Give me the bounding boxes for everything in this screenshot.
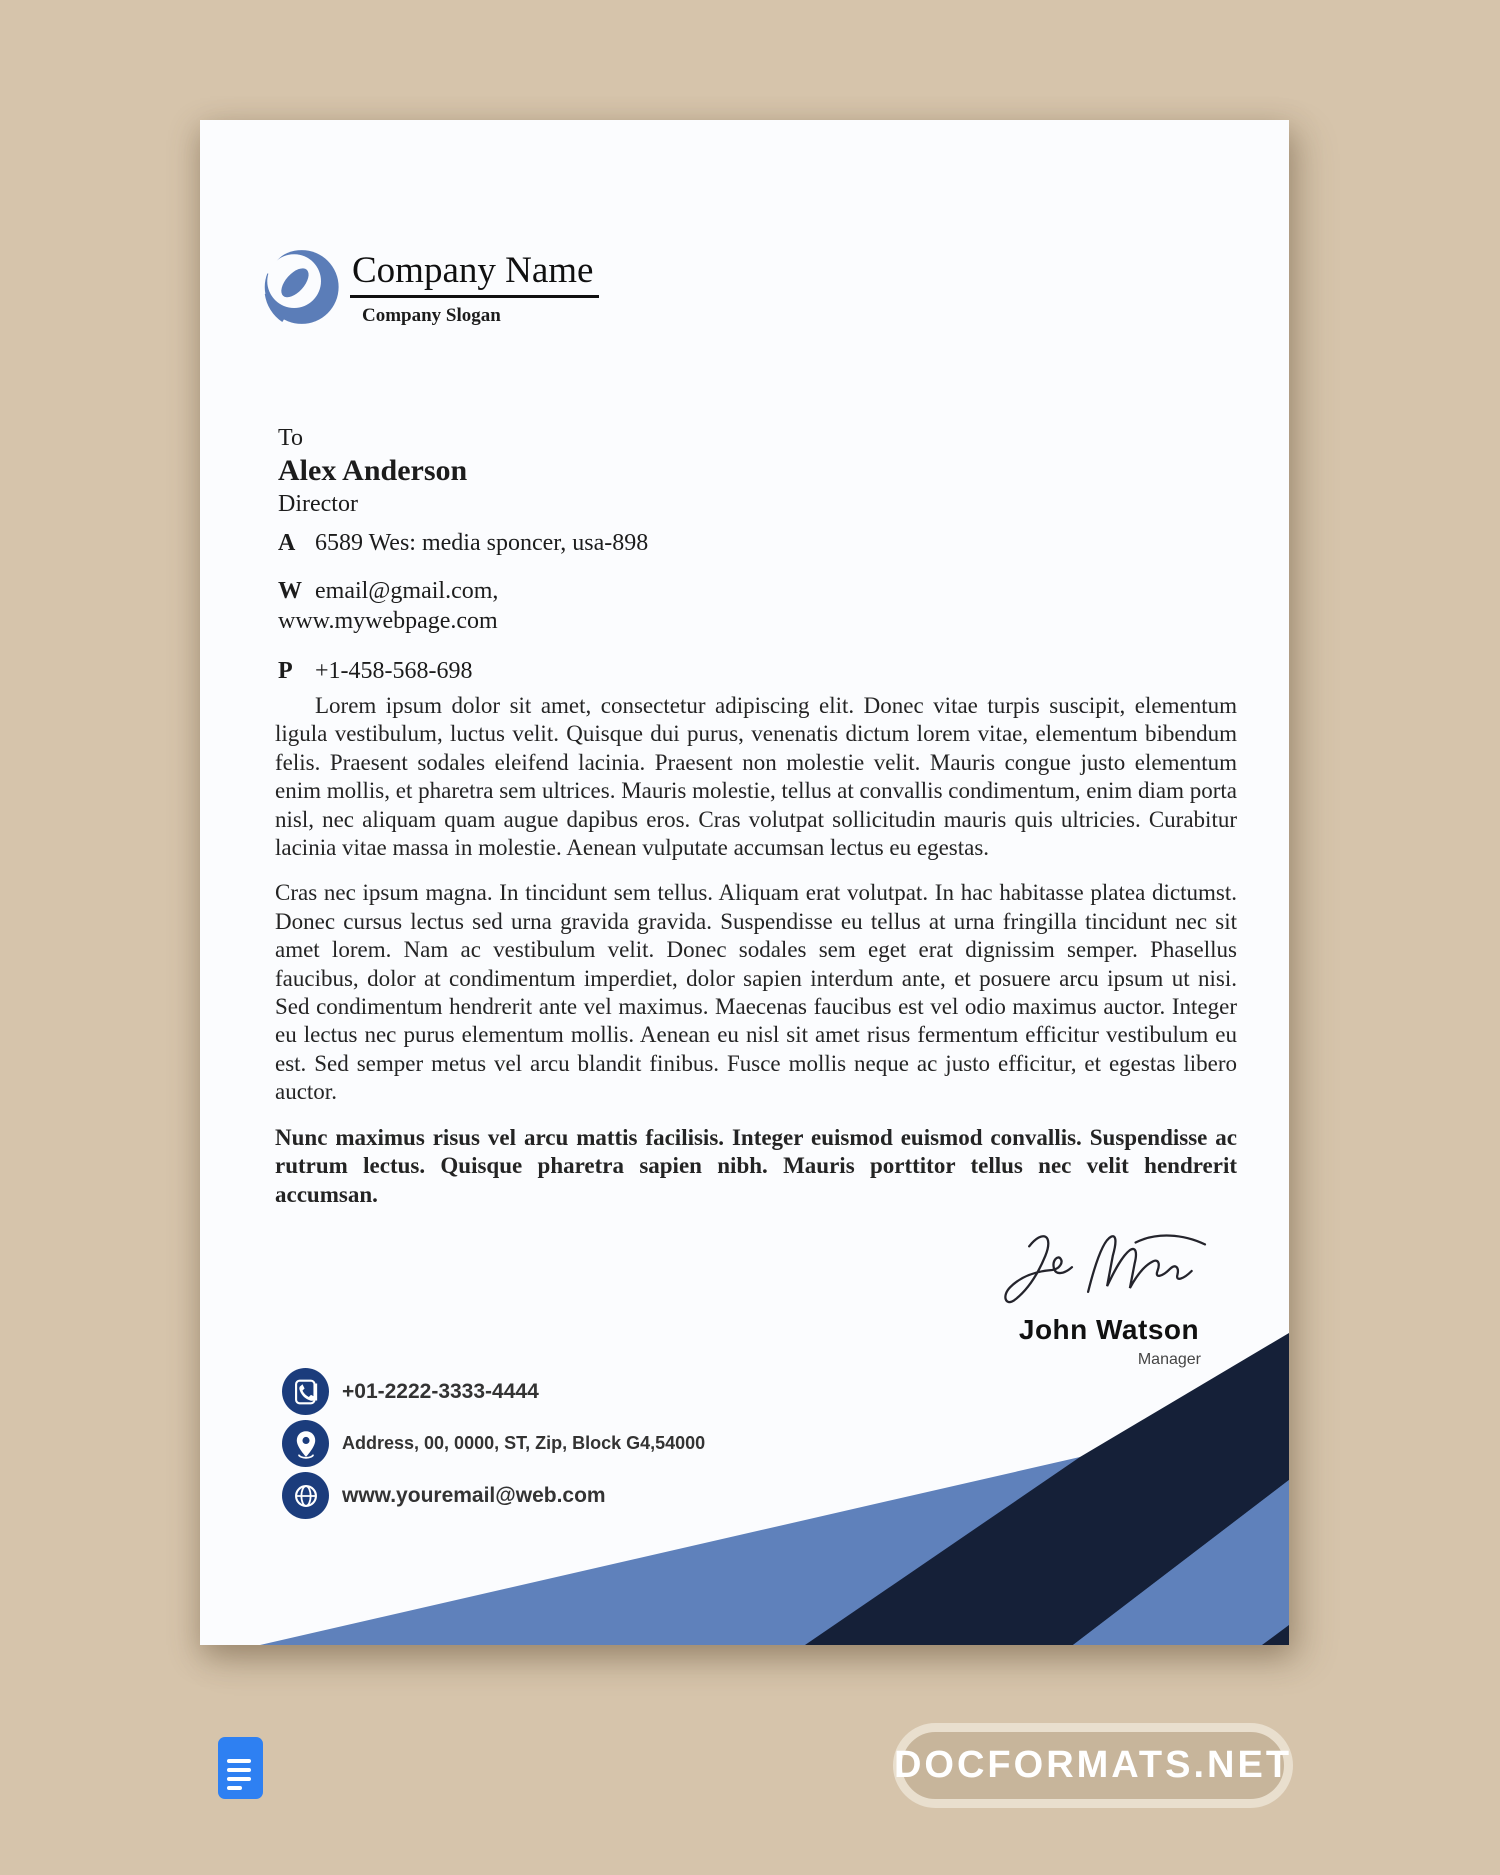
paragraph-2: Cras nec ipsum magna. In tincidunt sem tellus. Aliquam erat volutpat. In hac habitasse platea dictumst. Donec cursus lectus sed urna gravida gravida. Suspendisse eu tellus at urna fringilla tincidunt nec sit amet lorem. Nam ac vestibulum velit. Donec sodales sem eget erat dignissim semper. Phasellus faucibus, dolor at condimentum imperdiet, dolor sapien interdum ante, et posuere arcu ipsum ut nisi. Sed condimentum hendrerit ante vel maximus. Maecenas faucibus est vel odio maximus auctor. Integer eu lectus nec purus elementum mollis. Aenean eu nisl sit amet risus fermentum efficitur vestibulum eu est. Sed semper metus vel arcu blandit finibus. Fusce mollis neque ac justo efficitur, et egestas libero auctor.	[275, 880, 1237, 1105]
phone-line	[278, 656, 648, 686]
company-logo-icon	[258, 240, 342, 334]
web-line	[278, 576, 648, 606]
google-docs-icon[interactable]	[218, 1737, 263, 1799]
web-line-2: www.mywebpage.com	[278, 608, 498, 634]
footer-phone-text: +01-2222-3333-4444	[342, 1379, 539, 1403]
paragraph-3: Nunc maximus risus vel arcu mattis facilisis. Integer euismod euismod convallis. Suspendisse ac rutrum lectus. Quisque pharetra sapien nibh. Mauris porttitor tellus nec velit hendrerit accumsan.	[275, 1124, 1237, 1207]
recipient-name: Alex Anderson	[278, 454, 468, 487]
company-name: Company Name	[350, 251, 599, 298]
web-value: email@gmail.com,	[315, 578, 499, 604]
footer-address-text: Address, 00, 0000, ST, Zip, Block G4,54000	[342, 1433, 706, 1453]
address-value: 6589 Wes: media sponcer, usa-898	[315, 530, 649, 556]
watermark-text: DOCFORMATS.NET	[893, 1744, 1293, 1786]
address-label: A	[278, 530, 296, 556]
web-label: W	[278, 578, 302, 604]
footer-web-text: www.youremail@web.com	[342, 1483, 606, 1507]
address-line	[278, 528, 648, 558]
to-label: To	[278, 425, 303, 451]
phone-label: P	[278, 658, 293, 684]
company-header	[350, 251, 599, 327]
recipient-contact-lines	[278, 528, 648, 686]
company-slogan: Company Slogan	[362, 304, 501, 326]
letter-body	[275, 692, 1237, 1209]
signature-script-icon	[995, 1226, 1223, 1316]
paragraph-1: Lorem ipsum dolor sit amet, consectetur adipiscing elit. Donec vitae turpis suscipit, elementum ligula vestibulum, luctus velit. Quisque dui purus, venenatis dictum lorem vitae, elementum bibendum felis. Praesent sodales eleifend lacinia. Praesent non molestie velit. Mauris congue justo elementum enim mollis, et pharetra sem ultrices. Mauris molestie, tellus at convallis condimentum, enim diam porta nisl, nec aliquam quam augue dapibus eros. Cras volutpat sollicitudin mauris quis ultricies. Curabitur lacinia vitae massa in molestie. Aenean vulputate accumsan lectus eu egestas.	[275, 693, 1237, 861]
letterhead-paper	[200, 120, 1289, 1645]
recipient-title: Director	[278, 491, 358, 517]
signer-title: Manager	[1137, 1351, 1201, 1368]
signer-name: John Watson	[1018, 1314, 1200, 1345]
watermark-badge	[893, 1723, 1293, 1808]
bottom-stripes-graphic	[200, 1325, 1289, 1645]
phone-value: +1-458-568-698	[315, 658, 473, 684]
recipient-block	[278, 423, 467, 519]
